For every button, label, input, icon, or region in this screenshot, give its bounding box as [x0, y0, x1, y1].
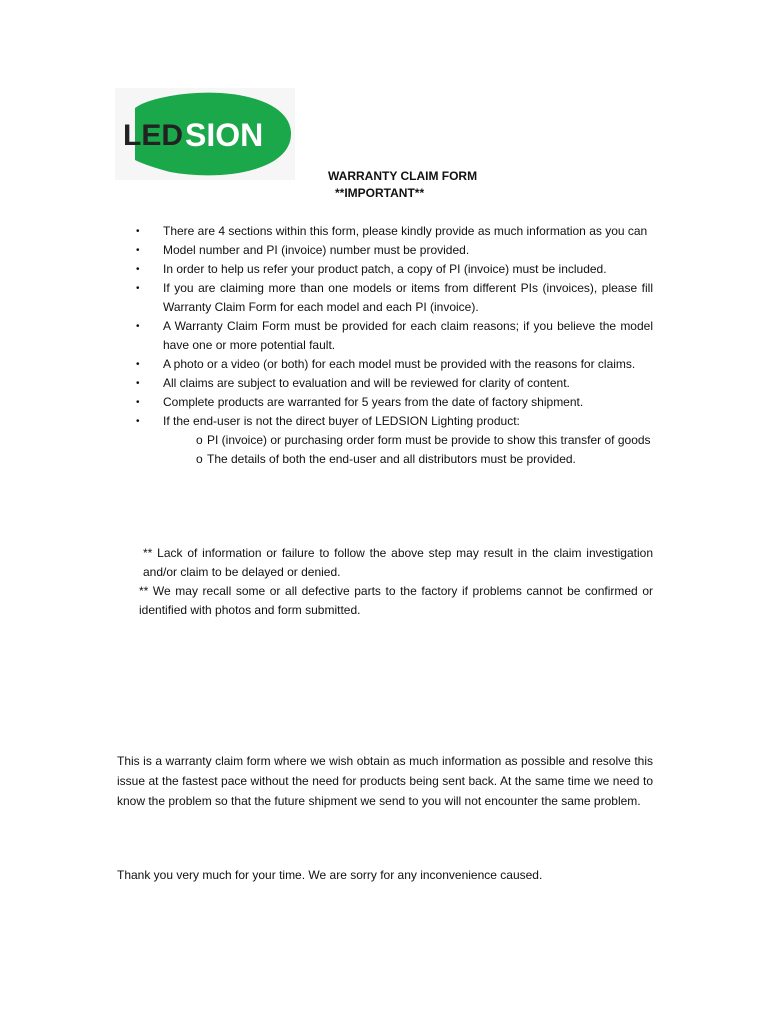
sub-list-item [183, 431, 653, 450]
purpose-paragraph: This is a warranty claim form where we wish obtain as much information as possible and resolve this issue at the fastest pace without the need for products being sent back. At the same time we need to know the problem so that the future shipment we send to you will not encounter the same problem. [117, 754, 653, 808]
note-lack-of-information: ** Lack of information or failure to follow the above step may result in the claim investigation and/or claim to be delayed or denied. [143, 546, 653, 579]
circle-bullet-icon: o [196, 452, 203, 466]
list-item [135, 260, 653, 279]
form-subtitle: **IMPORTANT** [335, 186, 425, 200]
sub-list-item-text: The details of both the end-user and all distributors must be provided. [207, 452, 576, 466]
list-item-text: In order to help us refer your product patch, a copy of PI (invoice) must be included. [163, 262, 607, 276]
list-item-text: Complete products are warranted for 5 years from the date of factory shipment. [163, 395, 584, 409]
bullet-icon: • [136, 226, 140, 237]
list-item [135, 355, 653, 374]
list-item-text: If you are claiming more than one models or items from different PIs (invoices), please fill Warranty Claim Form for each model and each PI (invoice). [163, 281, 653, 314]
bullet-icon: • [136, 321, 140, 332]
circle-bullet-icon: o [196, 433, 203, 447]
sub-list [183, 431, 653, 469]
list-item-text: A photo or a video (or both) for each model must be provided with the reasons for claims. [163, 357, 636, 371]
sub-list-item [183, 450, 653, 469]
list-item-text: Model number and PI (invoice) number must be provided. [163, 243, 470, 257]
note-recall-parts: ** We may recall some or all defective parts to the factory if problems cannot be confirmed or identified with photos and form submitted. [139, 584, 653, 617]
list-item [135, 241, 653, 260]
thanks-line: Thank you very much for your time. We are sorry for any inconvenience caused. [117, 868, 543, 882]
list-item [135, 374, 653, 393]
list-item [135, 279, 653, 317]
list-item [135, 222, 653, 241]
list-item-text: All claims are subject to evaluation and will be reviewed for clarity of content. [163, 376, 570, 390]
instructions-list [135, 222, 653, 469]
sub-list-item-text: PI (invoice) or purchasing order form must be provide to show this transfer of goods [207, 433, 651, 447]
bullet-icon: • [136, 378, 140, 389]
list-item [135, 393, 653, 412]
list-item-text: A Warranty Claim Form must be provided for each claim reasons; if you believe the model have one or more potential fault. [163, 319, 653, 352]
bullet-icon: • [136, 359, 140, 370]
bullet-icon: • [136, 264, 140, 275]
logo-sion-text: SION [185, 117, 264, 153]
bullet-icon: • [136, 245, 140, 256]
list-item [135, 317, 653, 355]
bullet-icon: • [136, 397, 140, 408]
ledsion-logo [115, 88, 295, 180]
logo-led-text: LED [123, 119, 183, 152]
list-item-text: There are 4 sections within this form, please kindly provide as much information as you can [163, 224, 648, 238]
form-title: WARRANTY CLAIM FORM [328, 169, 478, 183]
bullet-icon: • [136, 416, 140, 427]
list-item [135, 412, 653, 469]
list-item-text: If the end-user is not the direct buyer of LEDSION Lighting product: [163, 414, 520, 428]
bullet-icon: • [136, 283, 140, 294]
